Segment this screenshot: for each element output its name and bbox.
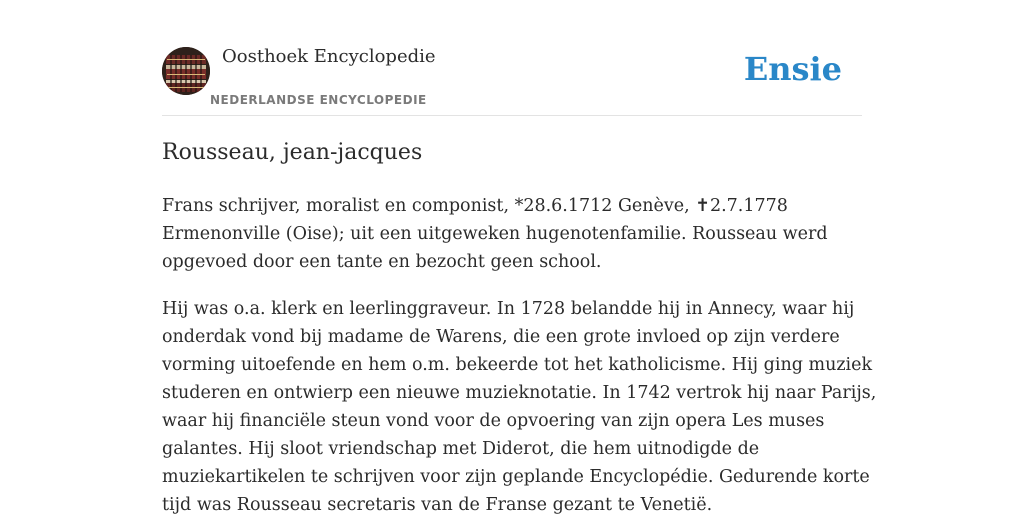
- article-title: Rousseau, jean-jacques: [162, 140, 423, 165]
- page-container: [162, 0, 877, 515]
- encyclopedia-books-icon[interactable]: [162, 47, 210, 95]
- paragraph-line: galantes. Hij sloot vriendschap met Diderot, die hem uitnodigde de: [162, 439, 760, 459]
- article-paragraph-1: [162, 192, 862, 276]
- paragraph-line: Ermenonville (Oise); uit een uitgeweken hugenotenfamilie. Rousseau werd: [162, 224, 828, 244]
- paragraph-line: Hij was o.a. klerk en leerlinggraveur. In 1728 belandde hij in Annecy, waar hij: [162, 299, 855, 319]
- article-paragraph-2: [162, 295, 877, 519]
- site-header: [162, 0, 862, 116]
- paragraph-line: muziekartikelen te schrijven voor zijn geplande Encyclopédie. Gedurende korte: [162, 467, 870, 487]
- paragraph-line: waar hij financiële steun vond voor de opvoering van zijn opera Les muses: [162, 411, 825, 431]
- site-title[interactable]: Oosthoek Encyclopedie: [222, 46, 436, 67]
- site-subtitle: NEDERLANDSE ENCYCLOPEDIE: [210, 93, 427, 107]
- paragraph-line: opgevoed door een tante en bezocht geen school.: [162, 252, 602, 272]
- paragraph-line: vorming uitoefende en hem o.m. bekeerde tot het katholicisme. Hij ging muziek: [162, 355, 873, 375]
- paragraph-line: Frans schrijver, moralist en componist, *28.6.1712 Genève, ✝2.7.1778: [162, 196, 788, 216]
- ensie-logo-link[interactable]: Ensie: [743, 50, 842, 88]
- paragraph-line: onderdak vond bij madame de Warens, die een grote invloed op zijn verdere: [162, 327, 840, 347]
- paragraph-line: tijd was Rousseau secretaris van de Franse gezant te Venetië.: [162, 495, 713, 515]
- paragraph-line: studeren en ontwierp een nieuwe muzieknotatie. In 1742 vertrok hij naar Parijs,: [162, 383, 877, 403]
